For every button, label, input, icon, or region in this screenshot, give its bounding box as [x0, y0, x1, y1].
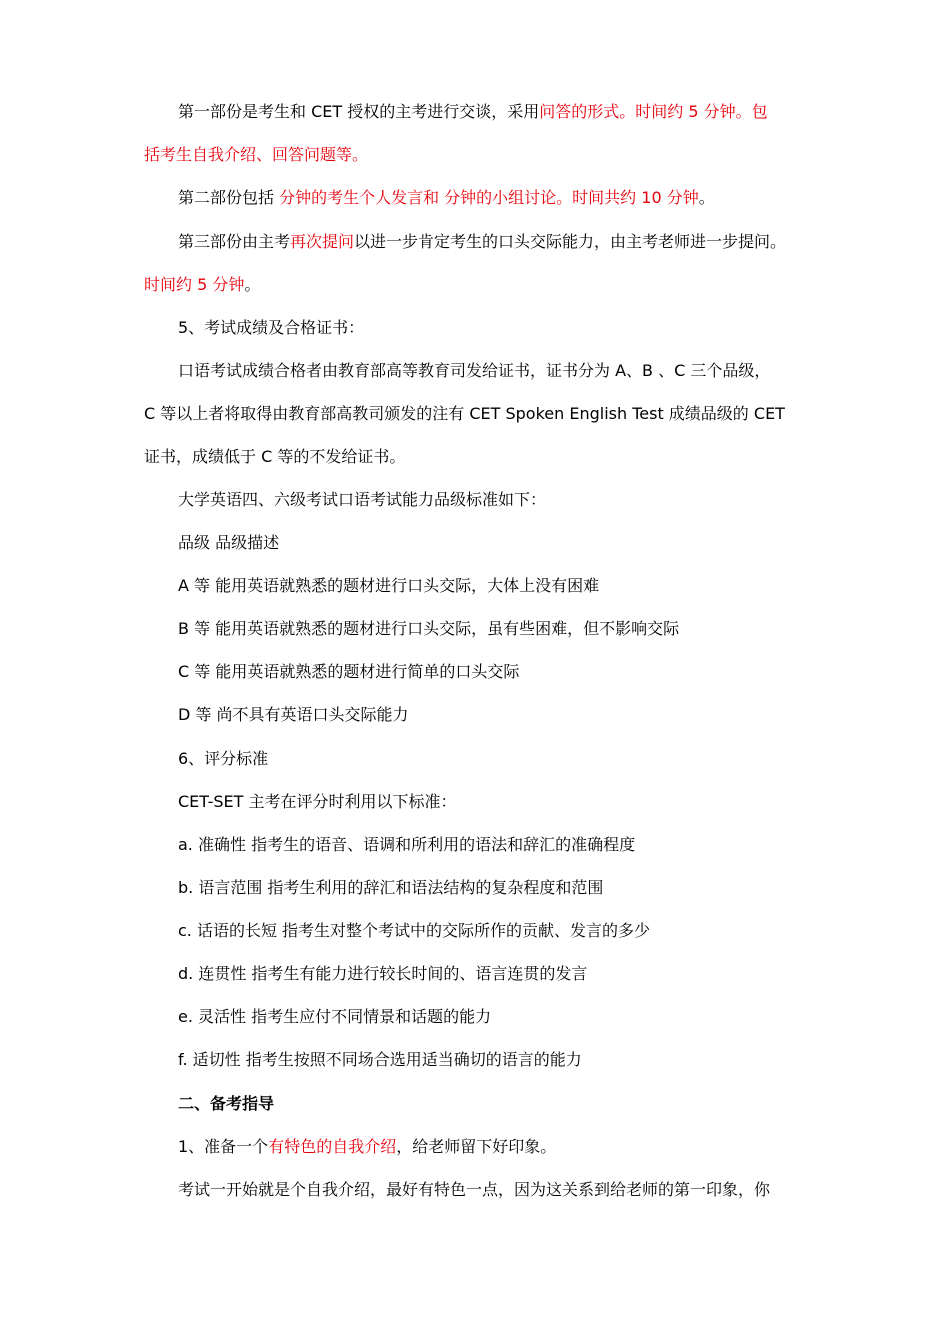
paragraph-part3-line1	[178, 231, 786, 253]
criteria-item: b. 语言范围 指考生利用的辞汇和语法结构的复杂程度和范围	[178, 878, 604, 897]
text-span: 第三部份由主考	[178, 232, 291, 251]
grade-item: C 等 能用英语就熟悉的题材进行简单的口头交际	[178, 662, 520, 681]
highlighted-text: 分钟的考生个人发言和 分钟的小组讨论。时间共约 10 分钟	[279, 188, 699, 207]
text-span: 1、准备一个	[178, 1137, 269, 1156]
highlighted-text: 时间约 5 分钟	[144, 275, 245, 294]
text-span: ，给老师留下好印象。	[396, 1137, 557, 1156]
paragraph-part2	[178, 187, 715, 209]
paragraph-scoring-intro: CET-SET 主考在评分时利用以下标准：	[178, 792, 457, 811]
criteria-item: c. 话语的长短 指考生对整个考试中的交际所作的贡献、发言的多少	[178, 921, 651, 940]
criteria-item: f. 适切性 指考生按照不同场合选用适当确切的语言的能力	[178, 1050, 582, 1069]
highlighted-text: 问答的形式。时间约 5 分钟。包	[539, 102, 768, 121]
heading-section-2: 二、备考指导	[178, 1094, 275, 1113]
criteria-item: e. 灵活性 指考生应付不同情景和话题的能力	[178, 1007, 492, 1026]
heading-section-6: 6、评分标准	[178, 749, 269, 768]
paragraph-self-intro: 考试一开始就是个自我介绍，最好有特色一点，因为这关系到给老师的第一印象，你	[178, 1180, 771, 1199]
paragraph-certificate-line2: C 等以上者将取得由教育部高教司颁发的注有 CET Spoken English Test 成绩品级的 CET	[144, 404, 785, 423]
text-span: 第一部份是考生和 CET 授权的主考进行交谈，采用	[178, 102, 540, 121]
paragraph-part1-line1	[178, 101, 768, 123]
paragraph-part3-line2	[144, 274, 260, 296]
text-span: 。	[698, 188, 715, 207]
text-span: 。	[244, 275, 261, 294]
grade-item: B 等 能用英语就熟悉的题材进行口头交际，虽有些困难，但不影响交际	[178, 619, 680, 638]
paragraph-certificate-line1: 口语考试成绩合格者由教育部高等教育司发给证书，证书分为 A、B 、C 三个品级，	[178, 361, 771, 380]
paragraph-part1-line2: 括考生自我介绍、回答问题等。	[144, 145, 369, 164]
heading-section-5: 5、考试成绩及合格证书：	[178, 318, 365, 337]
grade-item: D 等 尚不具有英语口头交际能力	[178, 705, 409, 724]
paragraph-certificate-line3: 证书，成绩低于 C 等的不发给证书。	[144, 447, 406, 466]
text-span: 第二部份包括	[178, 188, 280, 207]
criteria-item: a. 准确性 指考生的语音、语调和所利用的语法和辞汇的准确程度	[178, 835, 636, 854]
grade-item: A 等 能用英语就熟悉的题材进行口头交际，大体上没有困难	[178, 576, 600, 595]
highlighted-text: 有特色的自我介绍	[268, 1137, 397, 1156]
paragraph-grade-standard: 大学英语四、六级考试口语考试能力品级标准如下：	[178, 490, 547, 509]
text-span: 以进一步肯定考生的口头交际能力，由主考老师进一步提问。	[354, 232, 787, 251]
criteria-item: d. 连贯性 指考生有能力进行较长时间的、语言连贯的发言	[178, 964, 588, 983]
paragraph-tip-1	[178, 1136, 556, 1158]
grades-header: 品级 品级描述	[178, 533, 280, 552]
highlighted-text: 再次提问	[290, 232, 355, 251]
